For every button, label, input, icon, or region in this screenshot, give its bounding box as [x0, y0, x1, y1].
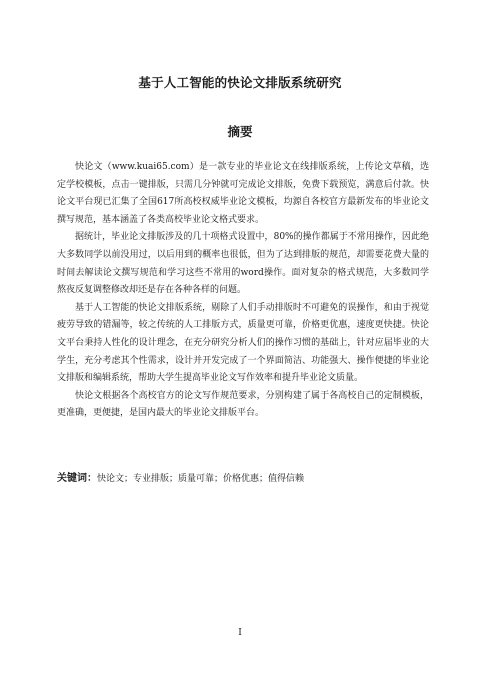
- abstract-paragraph: 快论文（www.kuai65.com）是一款专业的毕业论文在线排版系统，上传论文草稿，选定学校模板，点击一键排版，只需几分钟就可完成论文排版，免费下载预览，满意后付款。快论文平台现已汇集了全国617所高校权威毕业论文模板，均源自各校官方最新发布的毕业论文撰写规范，基本涵盖了各类高校毕业论文格式要求。: [57, 162, 429, 225]
- abstract-heading: 摘要: [227, 124, 253, 139]
- keywords-text: 快论文；专业排版；质量可靠；价格优惠；值得信赖: [97, 474, 305, 484]
- abstract-paragraph: 据统计，毕业论文排版涉及的几十项格式设置中，80%的操作都属于不常用操作，因此绝大多数同学以前没用过，以后用到的概率也很低，但为了达到排版的规范，却需要花费大量的时间去解读论文撰写规范和学习这些不常用的word操作。面对复杂的格式规范，大多数同学熬夜反复调整修改却还是存在各种各样的问题。: [57, 232, 429, 296]
- keywords-label: 关键词：: [57, 473, 97, 484]
- keywords-line: [57, 470, 429, 488]
- abstract-body: [57, 159, 429, 423]
- page-number: I: [238, 628, 242, 638]
- abstract-paragraph: 基于人工智能的快论文排版系统，剔除了人们手动排版时不可避免的误操作，和由于视觉疲劳导致的错漏等，较之传统的人工排版方式，质量更可靠，价格更优惠，速度更快捷。快论文平台秉持人性化的设计理念，在充分研究分析人们的操作习惯的基础上，针对应届毕业的大学生，充分考虑其个性需求，设计并开发完成了一个界面简洁、功能强大、操作便捷的毕业论文排版和编辑系统，帮助大学生提高毕业论文写作效率和提升毕业论文质量。: [57, 302, 429, 384]
- abstract-paragraph: 快论文根据各个高校官方的论文写作规范要求，分别构建了属于各高校自己的定制模板，更准确，更便捷，是国内最大的毕业论文排版平台。: [57, 390, 429, 419]
- document-title: 基于人工智能的快论文排版系统研究: [138, 75, 342, 90]
